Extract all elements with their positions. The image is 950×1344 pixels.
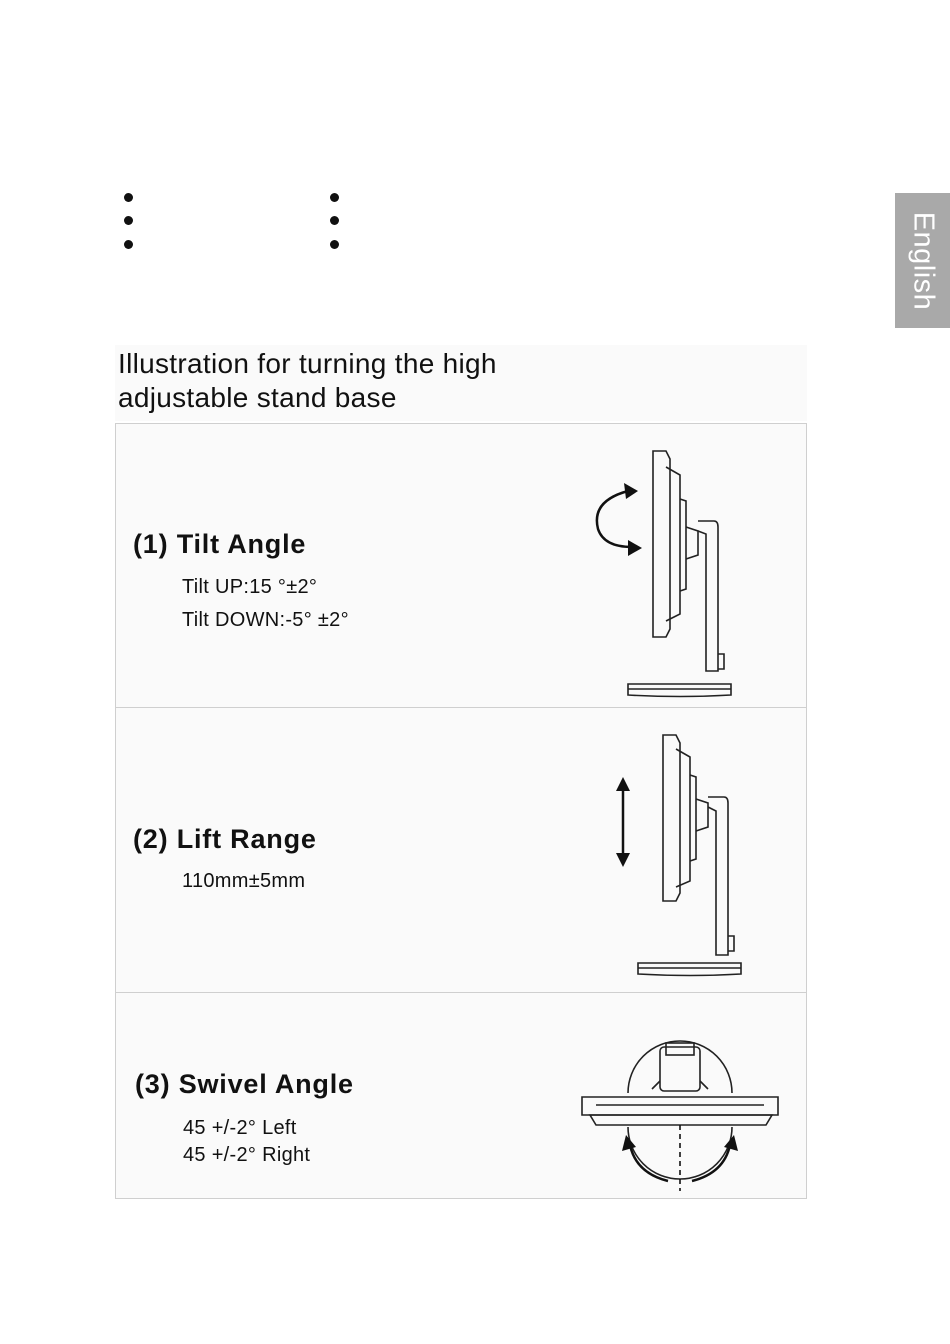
swivel-left-spec: 45 +/-2° Left [183, 1117, 297, 1139]
bullet-dot [124, 216, 133, 225]
lift-monitor-illustration [596, 723, 796, 993]
language-tab-label: English [907, 211, 939, 310]
tilt-down-spec: Tilt DOWN:-5° ±2° [182, 609, 349, 631]
bullet-dot [124, 193, 133, 202]
bullet-dot [330, 240, 339, 249]
illustration-heading [115, 345, 807, 421]
swivel-right-spec: 45 +/-2° Right [183, 1144, 311, 1166]
tilt-angle-title: (1) Tilt Angle [133, 529, 307, 559]
lift-range-title: (2) Lift Range [133, 824, 317, 854]
swivel-angle-title: (3) Swivel Angle [135, 1069, 354, 1099]
heading-line-1: Illustration for turning the high [118, 348, 497, 379]
language-tab [895, 193, 950, 328]
tilt-monitor-illustration [586, 439, 786, 709]
bullet-dot [330, 216, 339, 225]
bullet-dot [330, 193, 339, 202]
heading-text [118, 347, 497, 415]
tilt-angle-panel [115, 423, 807, 708]
tilt-up-spec: Tilt UP:15 °±2° [182, 576, 318, 598]
bullet-dot [124, 240, 133, 249]
heading-line-2: adjustable stand base [118, 382, 397, 413]
swivel-monitor-illustration [576, 1023, 786, 1193]
lift-range-spec: 110mm±5mm [182, 870, 306, 892]
lift-range-panel [115, 707, 807, 993]
swivel-angle-panel [115, 992, 807, 1199]
